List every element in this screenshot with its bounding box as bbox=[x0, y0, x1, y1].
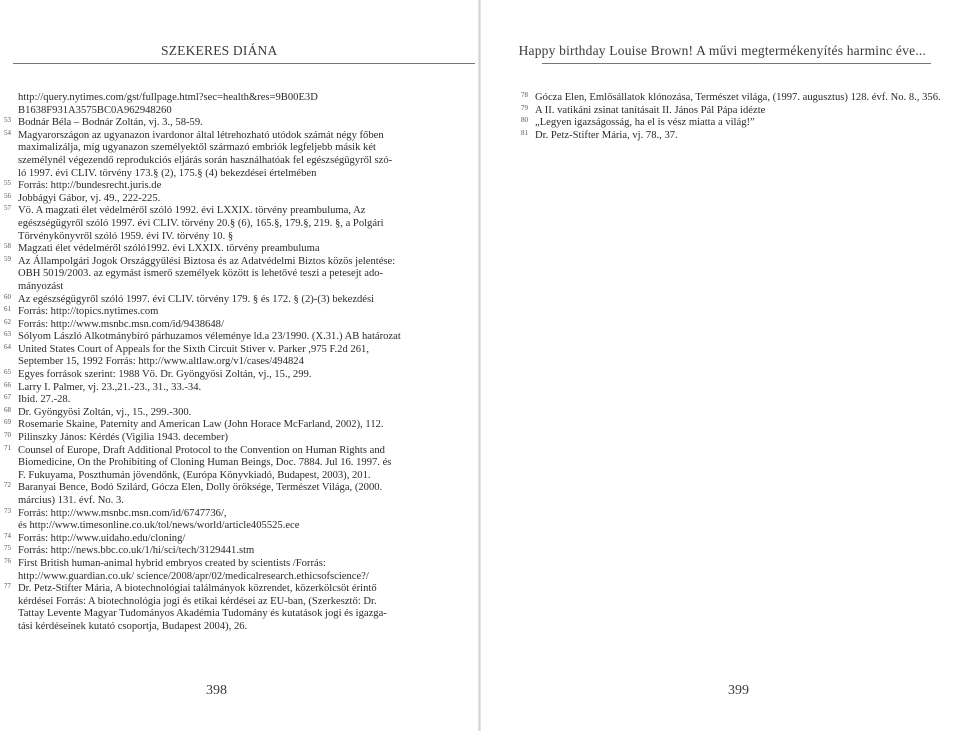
footnote-number: 77 bbox=[4, 582, 11, 591]
footnote-line: Gócza Elen, Emlősállatok klónozása, Természet világa, (1997. augusztus) 128. évf. No. 8., 356. bbox=[535, 92, 941, 103]
footnote-number: 81 bbox=[521, 128, 528, 137]
footnote-number: 69 bbox=[4, 418, 11, 427]
footnote bbox=[521, 91, 941, 105]
footnote-line: September 15, 1992 Forrás: http://www.altlaw.org/v1/cases/494824 bbox=[18, 356, 304, 368]
footnote-line: Magyarországon az ugyanazon ivardonor által létrehozható utódok számát négy főben bbox=[18, 129, 384, 141]
footnote-line: Forrás: http://www.uidaho.edu/cloning/ bbox=[18, 532, 186, 544]
footnote-text bbox=[18, 92, 428, 117]
footnote bbox=[4, 242, 428, 256]
footnote-line: Larry I. Palmer, vj. 23.,21.-23., 31., 33.-34. bbox=[18, 381, 202, 393]
footnote bbox=[4, 393, 428, 407]
footnote-line: Pilinszky János: Kérdés (Vigilia 1943. december) bbox=[18, 432, 229, 444]
footnote-text bbox=[18, 294, 428, 307]
footnote-text bbox=[18, 205, 428, 243]
footnote-number: 67 bbox=[4, 393, 11, 402]
footnote bbox=[4, 305, 428, 319]
footnote-text bbox=[18, 306, 428, 319]
right-page bbox=[481, 0, 960, 731]
footnote-number: 64 bbox=[4, 342, 11, 351]
footnote-line: Forrás: http://news.bbc.co.uk/1/hi/sci/tech/3129441.stm bbox=[18, 545, 255, 557]
footnote-number: 70 bbox=[4, 431, 11, 440]
footnote-text bbox=[18, 482, 428, 507]
footnote-line: egészségügyről szóló 1997. évi CLIV. törvény 20.§ (6), 165.§, 179.§, 219. §, a Polgári bbox=[18, 217, 384, 229]
footnote-text bbox=[535, 117, 885, 130]
footnote-line: maximalizálja, míg ugyanazon személyektől származó embriók legfeljebb másik két bbox=[18, 142, 376, 154]
footnote-number: 53 bbox=[4, 116, 11, 125]
footnote-text bbox=[18, 533, 428, 546]
footnote bbox=[4, 556, 428, 583]
footnote bbox=[521, 128, 885, 143]
footnote-text bbox=[18, 545, 428, 558]
footnote-number: 62 bbox=[4, 317, 11, 326]
footnote-text bbox=[18, 508, 428, 533]
footnote bbox=[4, 292, 428, 307]
footnote bbox=[4, 191, 428, 206]
right-running-head: Happy birthday Louise Brown! A művi megtermékenyítés harminc éve... bbox=[518, 43, 926, 58]
footnote-line: United States Court of Appeals for the Sixth Circuit Stiver v. Parker ,975 F.2d 261, bbox=[18, 343, 369, 355]
footnote bbox=[4, 418, 428, 432]
left-footnote-list bbox=[4, 92, 428, 634]
footnote-text bbox=[535, 92, 941, 105]
footnote-line: F. Fukuyama, Poszthumán jövendőnk, (Európa Könyvkiadó, Budapest, 2003), 201. bbox=[18, 469, 371, 481]
footnote-text bbox=[18, 130, 428, 180]
right-page-number: 399 bbox=[728, 683, 749, 698]
footnote-line: First British human-animal hybrid embryos created by scientists /Forrás: bbox=[18, 557, 326, 569]
footnote-number: 73 bbox=[4, 506, 11, 515]
footnote-line: Tattay Levente Magyar Tudományos Akadémia Tudomány és kutatások jogi és igazga- bbox=[18, 608, 387, 620]
left-running-head: SZEKERES DIÁNA bbox=[161, 43, 278, 58]
footnote-line: Forrás: http://topics.nytimes.com bbox=[18, 306, 159, 318]
footnote bbox=[4, 531, 428, 546]
footnote-line: Magzati élet védelméről szóló1992. évi LXXIX. törvény preambuluma bbox=[18, 243, 320, 255]
footnote bbox=[4, 342, 428, 369]
footnote-text bbox=[18, 117, 428, 130]
footnote-number: 78 bbox=[521, 91, 528, 99]
footnote-line: http://query.nytimes.com/gst/fullpage.html?sec=health&res=9B00E3D bbox=[18, 92, 318, 103]
footnote bbox=[4, 179, 428, 193]
footnote-text bbox=[18, 394, 428, 407]
footnote-line: Az Állampolgári Jogok Országgyűlési Biztosa és az Adatvédelmi Biztos közös jelentése: bbox=[18, 255, 396, 267]
footnote-line: Biomedicine, On the Prohibiting of Cloning Human Beings, Doc. 7884. Jul 16. 1997. és bbox=[18, 457, 392, 469]
footnote-line: Dr. Petz-Stifter Mária, vj. 78., 37. bbox=[535, 129, 678, 141]
left-page-number: 398 bbox=[206, 683, 227, 698]
footnote-line: Sólyom László Alkotmánybíró párhuzamos véleménye ld.a 23/1990. (X.31.) AB határozat bbox=[18, 331, 401, 343]
footnote-line: OBH 5019/2003. az egymást ismerő személyek között is lehetővé teszi a petesejt ado- bbox=[18, 268, 384, 280]
footnote bbox=[4, 254, 428, 294]
footnote bbox=[4, 405, 428, 420]
footnote-text bbox=[18, 432, 428, 445]
right-header-rule bbox=[542, 63, 931, 64]
footnote-line: Törvénykönyvről szóló 1959. évi IV. törvény 10. § bbox=[18, 230, 234, 242]
footnote bbox=[4, 544, 428, 558]
footnote-number: 60 bbox=[4, 292, 11, 301]
footnote-line: A II. vatikáni zsinat tanításait II. János Pál Pápa idézte bbox=[535, 104, 766, 116]
footnote-text bbox=[18, 407, 428, 420]
footnote-line: Vö. A magzati élet védelméről szóló 1992. évi LXXIX. törvény preambuluma, Az bbox=[18, 205, 366, 217]
footnote bbox=[4, 204, 428, 243]
footnote bbox=[4, 116, 428, 130]
footnote-line: Dr. Gyöngyösi Zoltán, vj., 15., 299.-300. bbox=[18, 406, 192, 418]
footnote-line: Forrás: http://bundesrecht.juris.de bbox=[18, 180, 162, 192]
right-footnote-list bbox=[521, 91, 941, 142]
footnote bbox=[18, 92, 428, 117]
footnote-number: 75 bbox=[4, 544, 11, 553]
footnote-text bbox=[535, 130, 885, 143]
footnote-text bbox=[18, 445, 428, 483]
footnote-number: 72 bbox=[4, 481, 11, 490]
footnote-text bbox=[18, 583, 428, 633]
footnote-line: Bodnár Béla – Bodnár Zoltán, vj. 3., 58-59. bbox=[18, 117, 203, 129]
footnote-line: B1638F931A3575BC0A962948260 bbox=[18, 104, 172, 116]
footnote-text bbox=[18, 558, 428, 583]
footnote-text bbox=[18, 193, 428, 206]
footnote bbox=[4, 128, 428, 180]
footnote-number: 57 bbox=[4, 204, 11, 213]
footnote-text bbox=[535, 105, 885, 118]
footnote-text bbox=[18, 382, 428, 395]
footnote bbox=[4, 317, 428, 332]
footnote-number: 63 bbox=[4, 330, 11, 339]
footnote-number: 54 bbox=[4, 128, 11, 137]
footnote-line: személynél végezendő reprodukciós eljárás során használhatóak fel egészségügyről szó- bbox=[18, 154, 393, 166]
footnote-line: mányozást bbox=[18, 280, 64, 292]
footnote-number: 68 bbox=[4, 405, 11, 414]
footnote bbox=[4, 368, 428, 382]
footnote-text bbox=[18, 256, 428, 294]
footnote-line: és http://www.timesonline.co.uk/tol/news/world/article405525.ece bbox=[18, 520, 300, 532]
footnote-line: tási kérdéseinek kutató csoportja, Budapest 2004), 26. bbox=[18, 620, 248, 632]
footnote-line: Rosemarie Skaine, Paternity and American Law (John Horace McFarland, 2002), 112. bbox=[18, 419, 384, 431]
footnote bbox=[4, 330, 428, 344]
footnote-number: 71 bbox=[4, 443, 11, 452]
footnote-number: 58 bbox=[4, 242, 11, 251]
footnote-number: 76 bbox=[4, 556, 11, 565]
footnote-line: Baranyai Bence, Bodó Szilárd, Gócza Elen, Dolly öröksége, Természet Világa, (2000. bbox=[18, 482, 383, 494]
footnote-text bbox=[18, 180, 428, 193]
footnote-number: 65 bbox=[4, 368, 11, 377]
footnote-line: Dr. Petz-Stifter Mária, A biotechnológiai találmányok közrendet, közerkölcsöt érintő bbox=[18, 583, 377, 595]
footnote-number: 56 bbox=[4, 191, 11, 200]
footnote-number: 55 bbox=[4, 179, 11, 188]
footnote-line: Ibid. 27.-28. bbox=[18, 394, 71, 406]
footnote-line: kérdései Forrás: A biotechnológia jogi és etikai kérdései az EU-ban, (Szerkesztő: Dr. bbox=[18, 595, 377, 607]
left-header-rule bbox=[13, 63, 475, 64]
footnote bbox=[4, 380, 428, 395]
footnote bbox=[521, 116, 885, 130]
footnote-line: „Legyen igazságosság, ha el is vész miatta a világ!” bbox=[535, 117, 755, 129]
footnote-line: Jobbágyi Gábor, vj. 49., 222-225. bbox=[18, 192, 161, 204]
footnote-number: 79 bbox=[521, 103, 528, 112]
footnote bbox=[4, 443, 428, 483]
footnote-line: ló 1997. évi CLIV. törvény 173.§ (2), 175.§ (4) bekezdései értelmében bbox=[18, 167, 317, 179]
footnote-text bbox=[18, 243, 428, 256]
footnote bbox=[4, 582, 428, 633]
footnote-line: Counsel of Europe, Draft Additional Protocol to the Convention on Human Rights and bbox=[18, 444, 385, 456]
footnote-number: 61 bbox=[4, 305, 11, 314]
footnote-line: Az egészségügyről szóló 1997. évi CLIV. törvény 179. § és 172. § (2)-(3) bekezdési bbox=[18, 293, 375, 305]
footnote bbox=[521, 103, 885, 118]
footnote-number: 59 bbox=[4, 254, 11, 263]
footnote-number: 74 bbox=[4, 531, 11, 540]
footnote-text bbox=[18, 344, 428, 369]
left-page bbox=[0, 0, 478, 731]
footnote-text bbox=[18, 419, 428, 432]
footnote bbox=[4, 431, 428, 445]
footnote-line: március) 131. évf. No. 3. bbox=[18, 495, 124, 506]
footnote-number: 66 bbox=[4, 380, 11, 389]
footnote-number: 80 bbox=[521, 116, 528, 125]
footnote-line: Forrás: http://www.msnbc.msn.com/id/9438648/ bbox=[18, 318, 224, 330]
footnote-text bbox=[18, 369, 428, 382]
footnote bbox=[4, 506, 428, 533]
footnote-line: http://www.guardian.co.uk/ science/2008/apr/02/medicalresearch.ethicsofscience?/ bbox=[18, 570, 369, 582]
footnote-text bbox=[18, 319, 428, 332]
footnote-text bbox=[18, 331, 428, 344]
footnote bbox=[4, 481, 428, 507]
footnote-line: Egyes források szerint: 1988 Vö. Dr. Gyöngyösi Zoltán, vj., 15., 299. bbox=[18, 369, 312, 381]
footnote-line: Forrás: http://www.msnbc.msn.com/id/6747736/, bbox=[18, 507, 227, 519]
